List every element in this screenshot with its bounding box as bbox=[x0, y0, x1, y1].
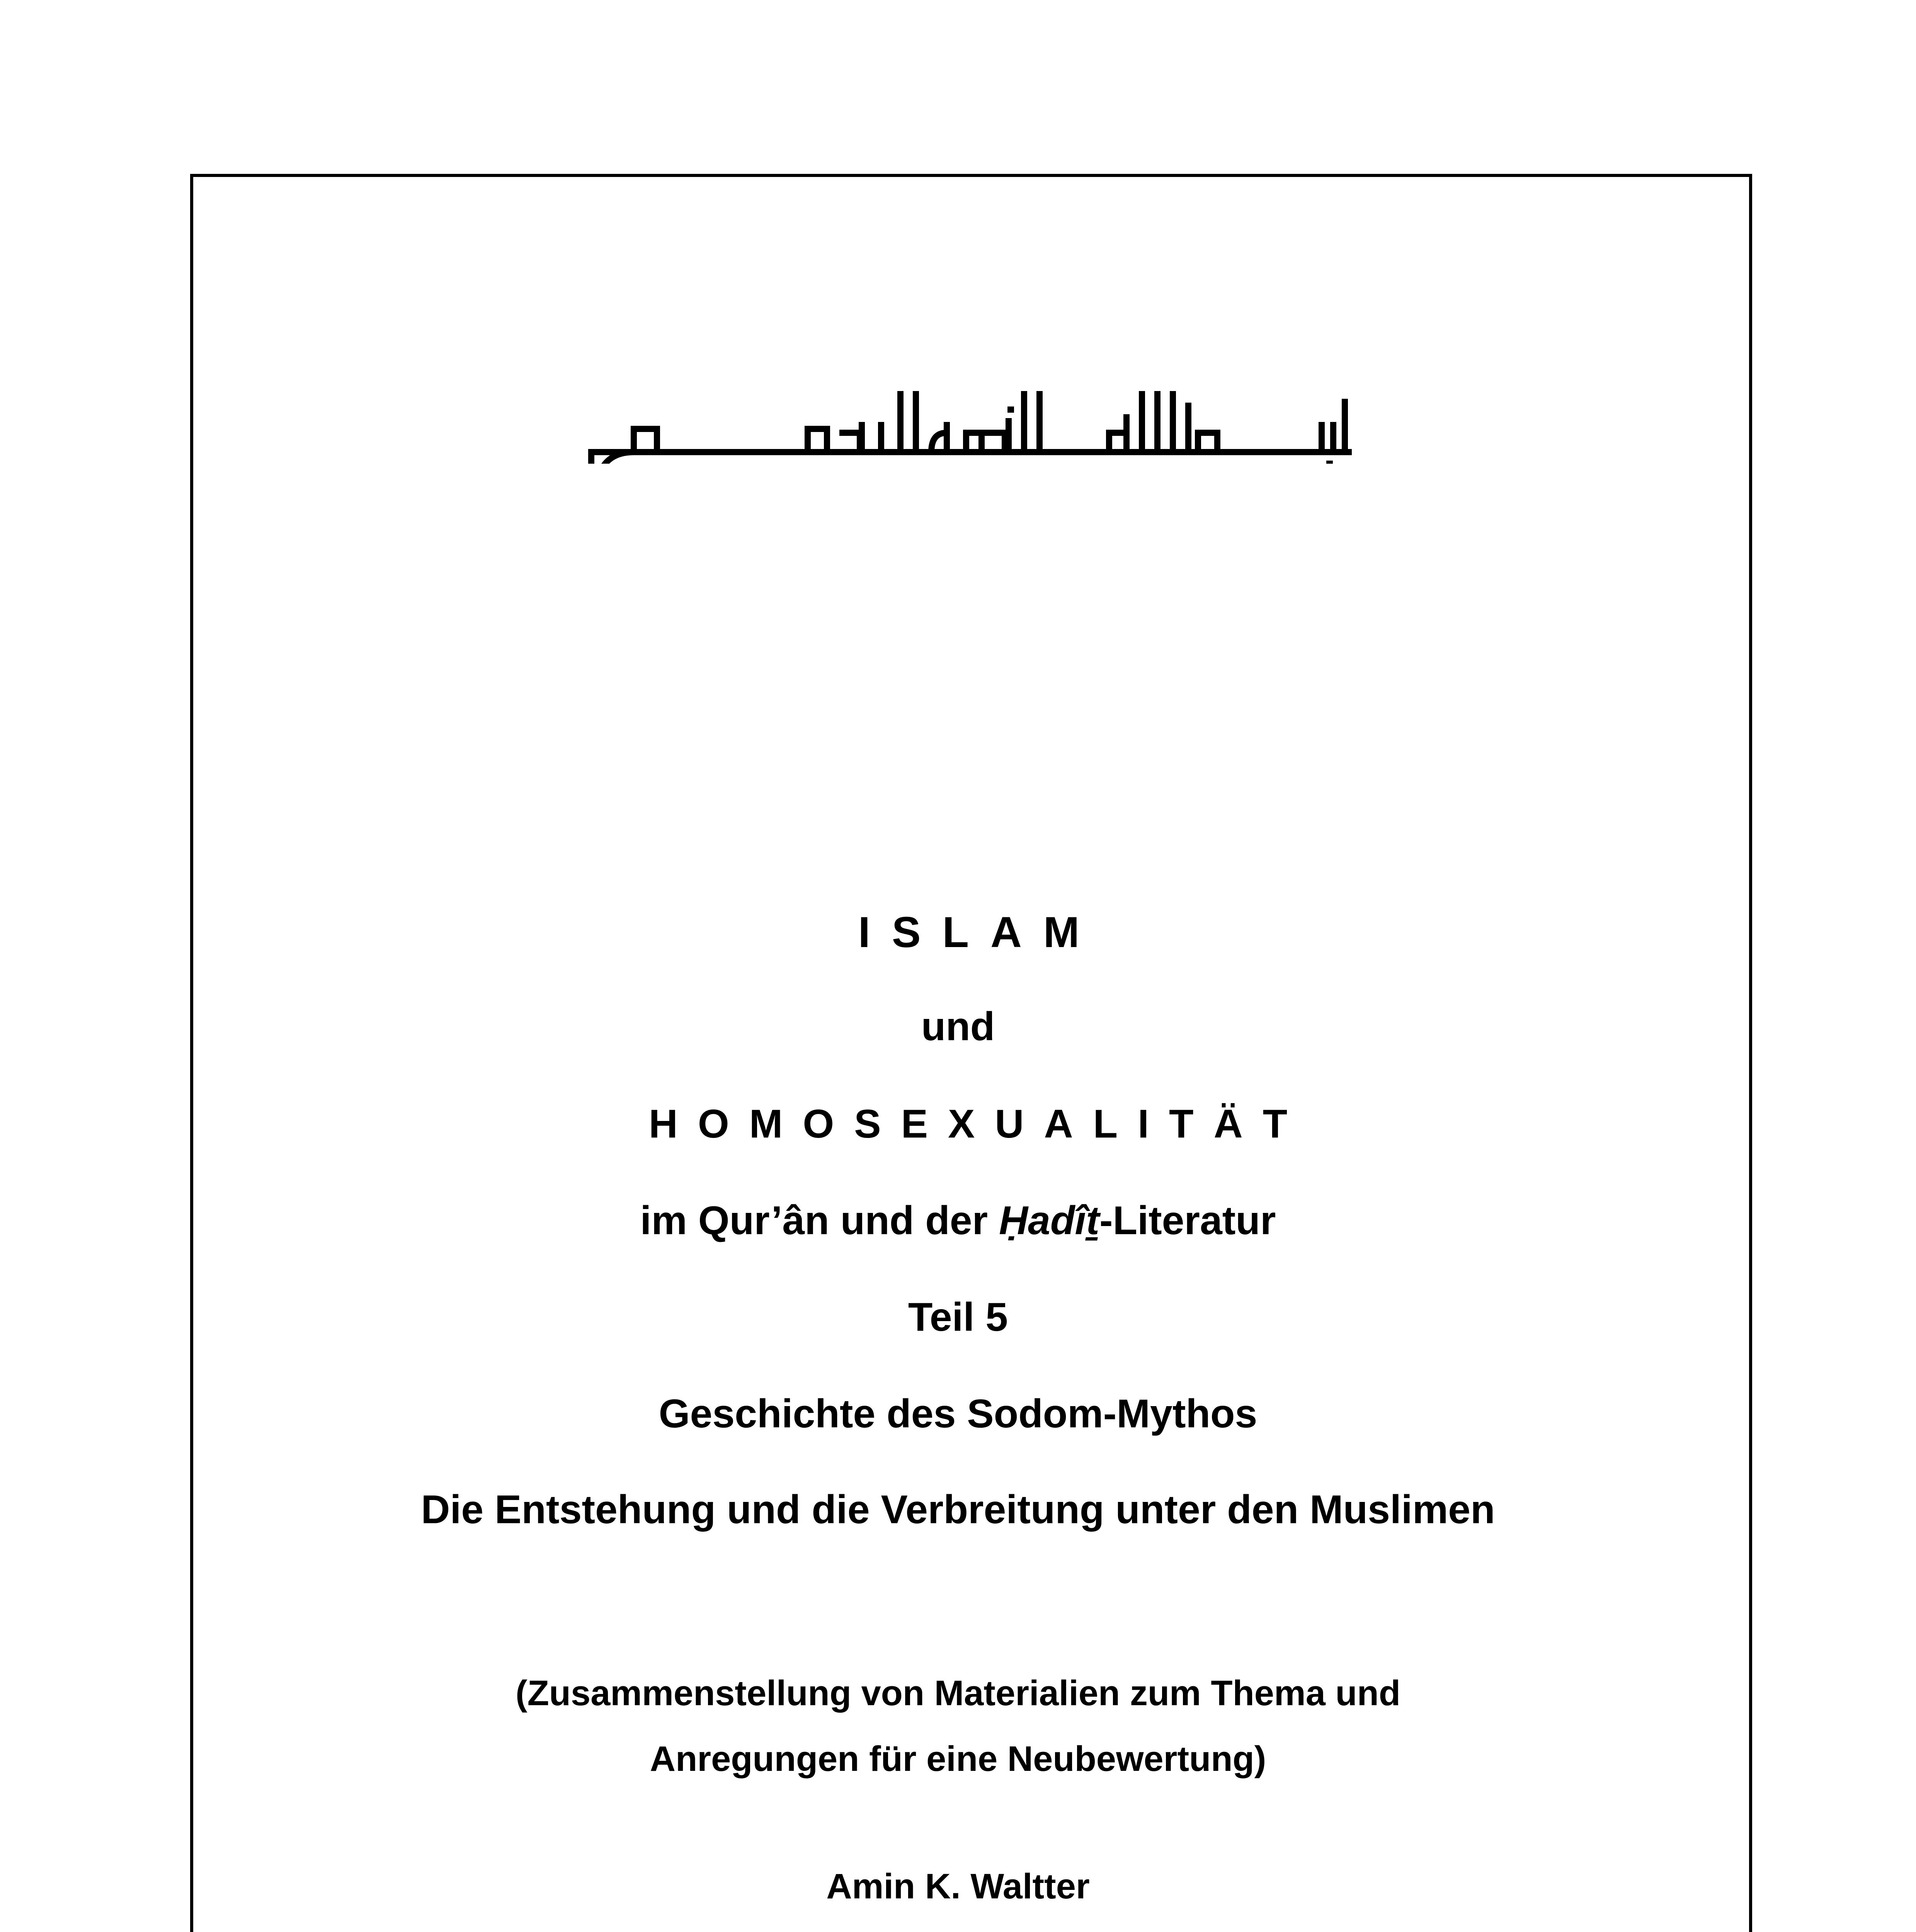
title-line4-after: -Literatur bbox=[1099, 1198, 1276, 1243]
title-line4-before: im Qur’ân und der bbox=[640, 1198, 999, 1243]
title-quran-hadith-line bbox=[0, 1198, 1916, 1244]
title-und: und bbox=[921, 1004, 995, 1049]
hadith-term bbox=[999, 1198, 1099, 1243]
hadith-term-a: Ḥadî bbox=[999, 1198, 1086, 1243]
title-sodom-mythos: Geschichte des Sodom-Mythos bbox=[659, 1391, 1257, 1436]
title-entstehung: Die Entstehung und die Verbreitung unter den Muslimen bbox=[421, 1487, 1495, 1532]
author-name: Amin K. Waltter bbox=[826, 1867, 1090, 1906]
basmala-calligraphy bbox=[576, 386, 1376, 464]
hadith-term-b: ṯ bbox=[1086, 1198, 1099, 1243]
title-homosexualitaet: HOMOSEXUALITÄT bbox=[648, 1102, 1308, 1146]
subtitle-line2: Anregungen für eine Neubewertung) bbox=[650, 1739, 1266, 1779]
title-islam: ISLAM bbox=[858, 908, 1101, 956]
title-teil: Teil 5 bbox=[908, 1295, 1008, 1340]
subtitle-line1: (Zusammenstellung von Materialien zum Thema und bbox=[515, 1673, 1401, 1713]
